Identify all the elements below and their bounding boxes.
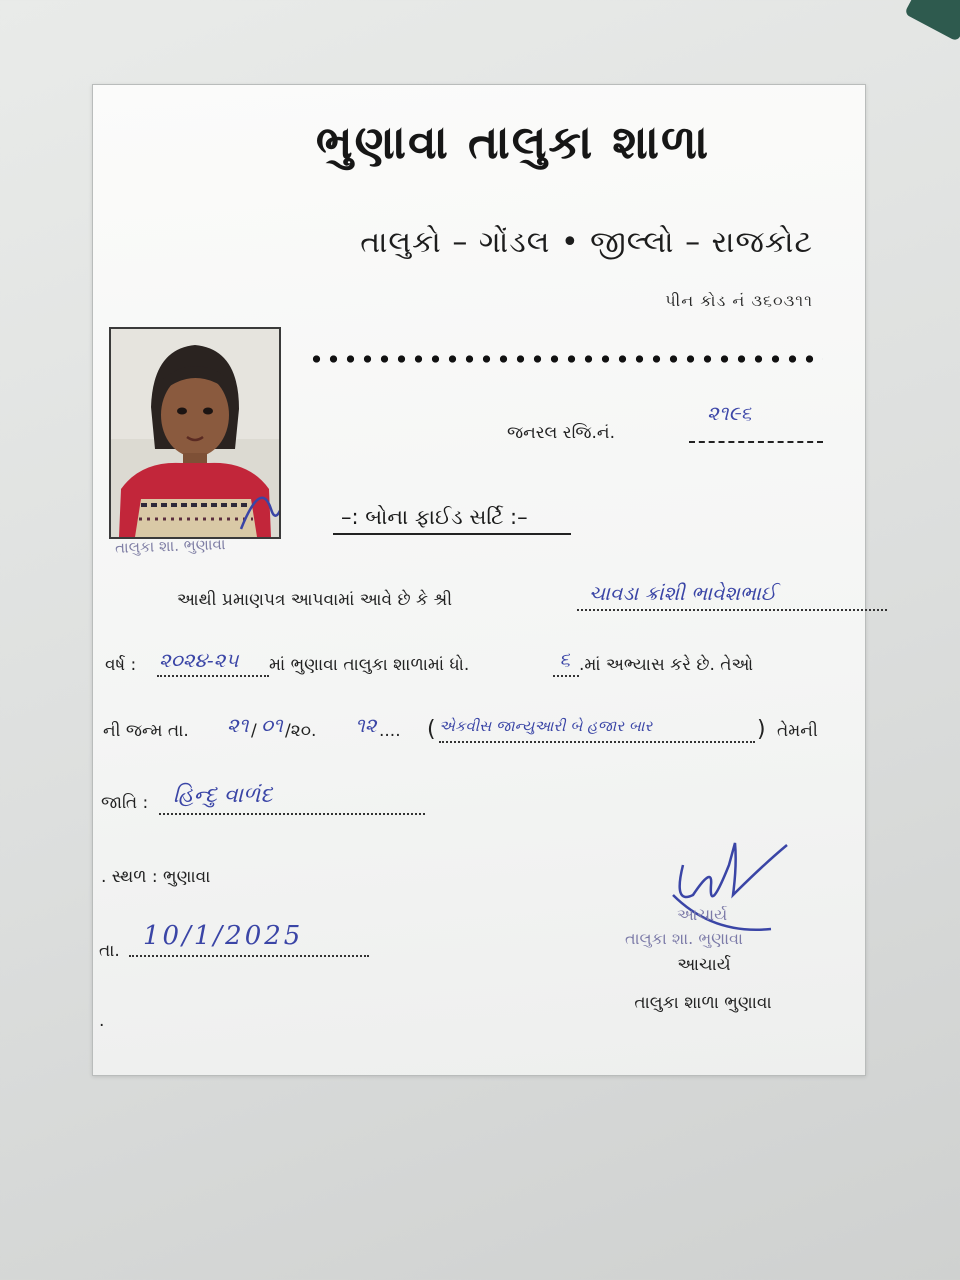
birth-year-prefix: /૨૦. [285, 721, 317, 741]
certificate-paper: ભુણાવા તાલુકા શાળા તાલુકો – ગોંડલ • જીલ્લો – રાજકોટ પીન કોડ નં ૩૬૦૩૧૧ તાલુકા શા. ભુણાવા જનરલ રજિ.નં. ૨૧૯૬ –: બોના ફાઈડ સર્ટિ :– આથી પ્રમાણપત્ર આપવામાં આવે છે કે શ્રી ચાવડા ક્રાંશી ભાવેશભાઈ વર્ષ : ૨૦૨૪-૨૫ માં ભુણાવા તાલુકા શાળામાં ધો. ૬ .માં અભ્યાસ કરે છે. તેઓ ની જન્મ તા. ૨૧ / ૦૧ /૨૦. ૧૨ .... ( એકવીસ જાન્યુઆરી બે હજાર બાર ) તેમની જાતિ : હિન્દુ વાળંદ . સ્થળ : ભુણાવા તા. 10/1/2025 . આચાર્ય તાલુકા શા. ભુણાવા આચાર્ય તાલુકા શાળા ભુણાવા [92, 84, 866, 1076]
principal-school: તાલુકા શાળા ભુણાવા [634, 993, 772, 1013]
location-line: તાલુકો – ગોંડલ • જીલ્લો – રાજકોટ [360, 225, 813, 260]
photo-stamp: તાલુકા શા. ભુણાવા [114, 535, 226, 557]
stamp-school: તાલુકા શા. ભુણાવા [625, 929, 743, 948]
standard: ૬ [559, 647, 571, 671]
registration-line [689, 441, 823, 443]
school-name: ભુણાવા તાલુકા શાળા [315, 115, 711, 169]
date-line [129, 955, 369, 957]
dotted-divider [308, 353, 823, 365]
certificate-heading: –: બોના ફાઈડ સર્ટિ :– [341, 505, 528, 529]
date-label: તા. [99, 941, 120, 961]
year-line [157, 675, 269, 677]
student-name: ચાવડા ક્રાંશી ભાવેશભાઈ [589, 581, 777, 605]
line2-suffix: .માં અભ્યાસ કરે છે. તેઓ [579, 655, 754, 675]
caste-line [159, 813, 425, 815]
line3-prefix: ની જન્મ તા. [103, 721, 189, 741]
stamp-title: આચાર્ય [677, 905, 728, 924]
principal-signature [653, 825, 803, 945]
pincode: પીન કોડ નં ૩૬૦૩૧૧ [665, 291, 813, 310]
principal-title: આચાર્ય [677, 955, 731, 975]
place-line: . સ્થળ : ભુણાવા [101, 867, 211, 887]
birth-year-dots: .... [379, 721, 401, 741]
registration-label: જનરલ રજિ.નં. [507, 423, 615, 443]
academic-year: ૨૦૨૪-૨૫ [159, 648, 239, 672]
standard-line [553, 675, 579, 677]
line3-suffix: તેમની [777, 721, 818, 741]
birth-month: ૦૧ [261, 713, 283, 737]
heading-underline [333, 533, 571, 535]
birth-day: ૨૧ [227, 713, 249, 737]
student-photo [109, 327, 281, 539]
birth-year-suffix: ૧૨ [355, 713, 377, 737]
caste-label: જાતિ : [101, 793, 149, 813]
birth-date-in-words: એકવીસ જાન્યુઆરી બે હજાર બાર [439, 717, 653, 735]
caste-value: હિન્દુ વાળંદ [173, 783, 273, 808]
registration-number: ૨૧૯૬ [707, 401, 752, 425]
photo-signature-mark [231, 439, 281, 539]
birth-words-line [439, 741, 755, 743]
line2-prefix: વર્ષ : [105, 655, 137, 675]
background-object [904, 0, 960, 42]
line1-prefix: આથી પ્રમાણપત્ર આપવામાં આવે છે કે શ્રી [177, 590, 453, 610]
issue-date: 10/1/2025 [143, 921, 304, 951]
student-name-line [577, 609, 887, 611]
line2-mid: માં ભુણાવા તાલુકા શાળામાં ધો. [269, 655, 470, 675]
